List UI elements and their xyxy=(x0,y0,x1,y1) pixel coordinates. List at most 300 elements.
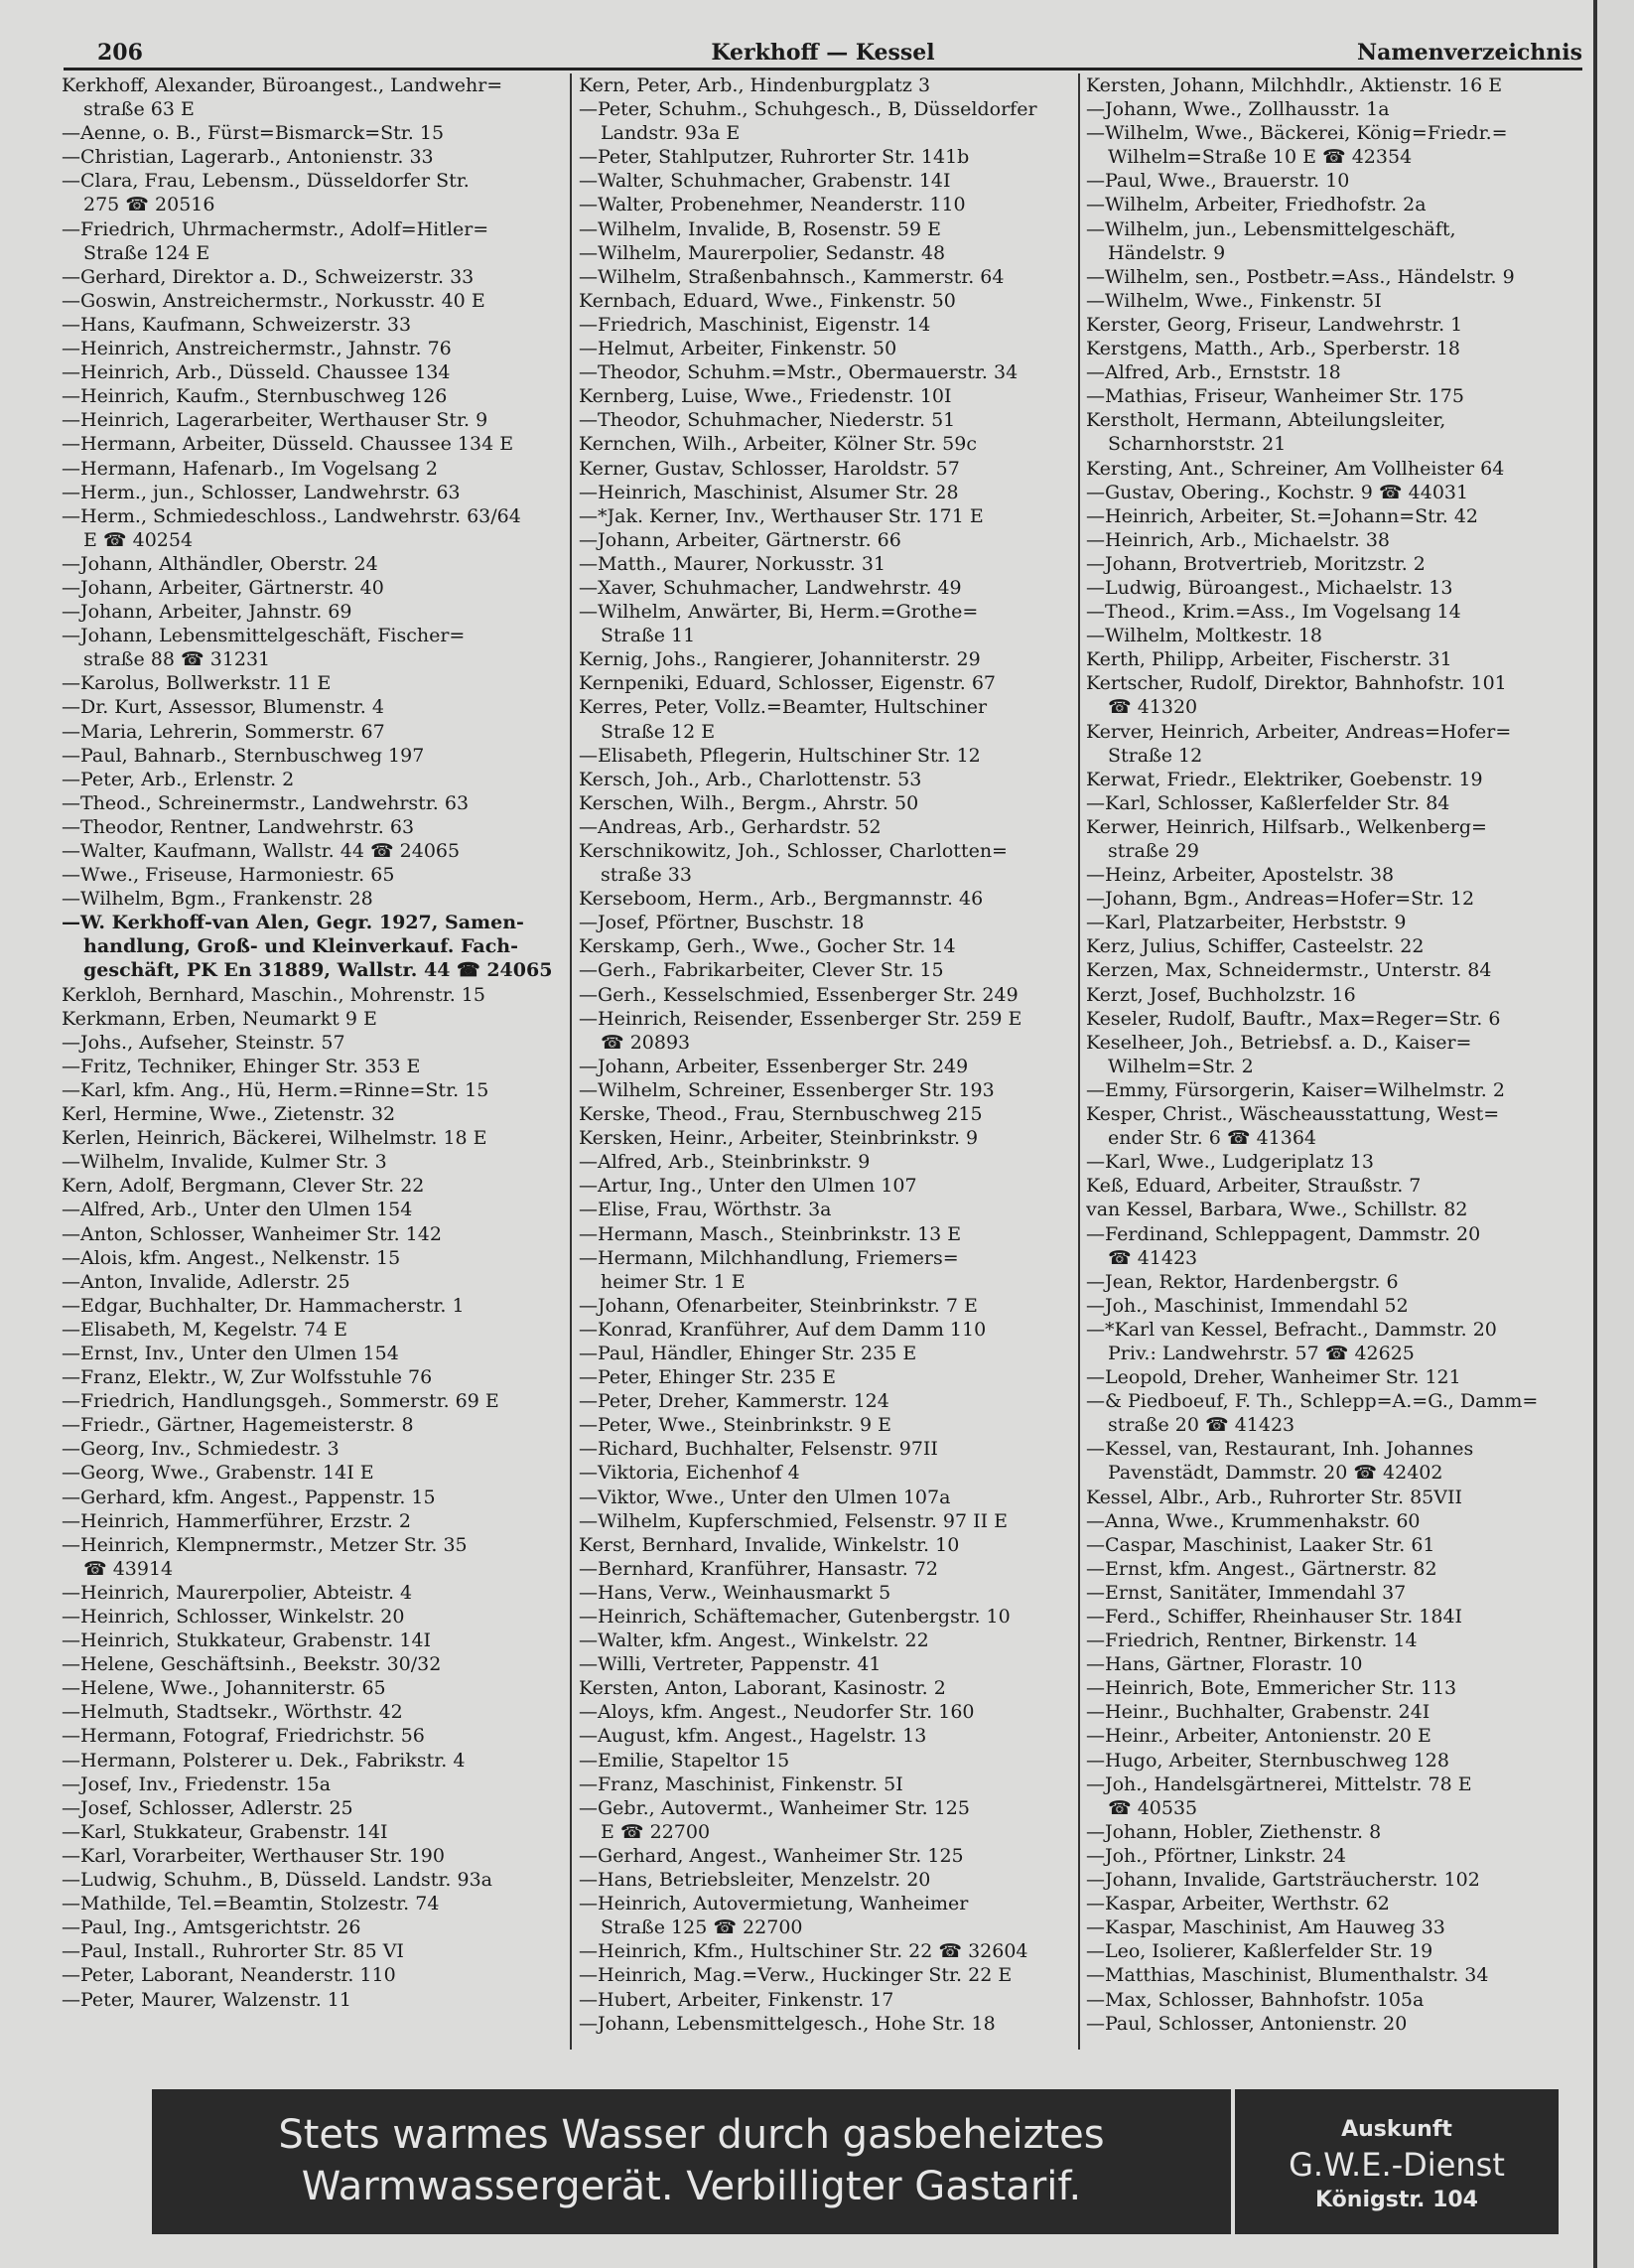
column-1 xyxy=(62,73,558,2012)
entry-line: Kernberg, Luise, Wwe., Friedenstr. 10I xyxy=(579,385,952,408)
entry-continuation-line: Straße 12 E xyxy=(601,720,716,743)
directory-entry xyxy=(579,1557,1075,1581)
directory-entry xyxy=(62,408,558,432)
entry-line: —Johann, Brotvertrieb, Moritzstr. 2 xyxy=(1086,552,1426,575)
directory-entry xyxy=(1086,934,1582,958)
directory-entry xyxy=(579,504,1075,528)
entry-line: —Heinr., Arbeiter, Antonienstr. 20 E xyxy=(1086,1725,1431,1748)
directory-entry xyxy=(579,695,1075,743)
entry-line: Kerl, Hermine, Wwe., Zietenstr. 32 xyxy=(62,1103,396,1126)
directory-entry xyxy=(62,1389,558,1413)
entry-line: —Gebr., Autovermt., Wanheimer Str. 125 xyxy=(579,1796,970,1819)
directory-entry xyxy=(62,1413,558,1437)
entry-line: —Johann, Hobler, Ziethenstr. 8 xyxy=(1086,1820,1382,1843)
entry-line: —Ludwig, Schuhm., B, Düsseld. Landstr. 93a xyxy=(62,1869,492,1892)
entry-line: —Paul, Ing., Amtsgerichtstr. 26 xyxy=(62,1916,361,1939)
directory-entry xyxy=(1086,1581,1582,1605)
entry-line: —Hermann, Masch., Steinbrinkstr. 13 E xyxy=(579,1222,962,1245)
directory-entry xyxy=(1086,1844,1582,1868)
entry-line: —Friedrich, Maschinist, Eigenstr. 14 xyxy=(579,313,931,336)
entry-line: —Karl, Wwe., Ludgeriplatz 13 xyxy=(1086,1151,1374,1174)
entry-line: —Johann, Arbeiter, Jahnstr. 69 xyxy=(62,601,352,624)
directory-entry xyxy=(1086,863,1582,887)
directory-entry xyxy=(579,1796,1075,1844)
directory-entry xyxy=(62,1486,558,1509)
entry-line: —Gerhard, Direktor a. D., Schweizerstr. 33 xyxy=(62,265,475,288)
entry-line: —Karl, Vorarbeiter, Werthauser Str. 190 xyxy=(62,1844,445,1867)
entry-line: —Heinrich, Reisender, Essenberger Str. 259 E xyxy=(579,1007,1022,1030)
directory-entry xyxy=(62,695,558,719)
directory-entry xyxy=(62,1294,558,1318)
entry-line: —Heinrich, Klempnermstr., Metzer Str. 35 xyxy=(62,1533,468,1556)
entry-line: —Gerh., Fabrikarbeiter, Clever Str. 15 xyxy=(579,959,944,982)
directory-entry xyxy=(62,1652,558,1676)
entry-line: Kerkmann, Erben, Neumarkt 9 E xyxy=(62,1007,377,1030)
directory-entry xyxy=(579,73,1075,97)
page-title: Kerkhoff — Kessel xyxy=(711,40,935,66)
entry-line: —Heinz, Arbeiter, Apostelstr. 38 xyxy=(1086,864,1395,887)
entry-line: —Kessel, van, Restaurant, Inh. Johannes xyxy=(1086,1438,1474,1461)
directory-entry xyxy=(579,600,1075,647)
directory-entry xyxy=(1086,791,1582,815)
directory-entry xyxy=(1086,1150,1582,1174)
directory-entry xyxy=(1086,1652,1582,1676)
directory-entry xyxy=(62,1055,558,1078)
entry-line: —Franz, Elektr., W, Zur Wolfsstuhle 76 xyxy=(62,1366,433,1389)
directory-entry xyxy=(62,289,558,313)
directory-entry xyxy=(1086,2012,1582,2036)
directory-entry xyxy=(1086,1700,1582,1724)
column-divider xyxy=(570,73,572,2050)
directory-entry xyxy=(579,1486,1075,1509)
entry-line: Kerschnikowitz, Joh., Schlosser, Charlotten= xyxy=(579,840,1008,862)
directory-entry xyxy=(1086,1389,1582,1437)
entry-continuation-line: straße 63 E xyxy=(83,98,195,121)
entry-line: —Hans, Gärtner, Florastr. 10 xyxy=(1086,1653,1363,1676)
directory-entry xyxy=(1086,1892,1582,1915)
entry-line: —Wilhelm, Maurerpolier, Sedanstr. 48 xyxy=(579,241,946,264)
directory-entry xyxy=(1086,1939,1582,1963)
entry-line: —Helene, Geschäftsinh., Beekstr. 30/32 xyxy=(62,1653,442,1676)
entry-line: —Wilhelm, Schreiner, Essenberger Str. 193 xyxy=(579,1078,995,1101)
entry-line: Kersch, Joh., Arb., Charlottenstr. 53 xyxy=(579,768,922,790)
entry-line: —Gustav, Obering., Kochstr. 9 ☎ 44031 xyxy=(1086,481,1469,503)
entry-line: —Friedrich, Rentner, Birkenstr. 14 xyxy=(1086,1630,1418,1652)
entry-line: —Alfred, Arb., Steinbrinkstr. 9 xyxy=(579,1151,871,1174)
entry-continuation-line: ☎ 20893 xyxy=(601,1031,691,1054)
entry-line: —*Jak. Kerner, Inv., Werthauser Str. 171 E xyxy=(579,504,984,527)
entry-line: —Christian, Lagerarb., Antonienstr. 33 xyxy=(62,146,434,169)
entry-line: —Karolus, Bollwerkstr. 11 E xyxy=(62,672,332,695)
entry-line: —Ferdinand, Schleppagent, Dammstr. 20 xyxy=(1086,1222,1481,1245)
directory-entry xyxy=(1086,73,1582,97)
entry-line: Kerst, Bernhard, Invalide, Winkelstr. 10 xyxy=(579,1533,960,1556)
page-header xyxy=(64,40,1582,71)
directory-entry xyxy=(579,647,1075,671)
directory-entry xyxy=(62,1988,558,2012)
directory-entry xyxy=(579,360,1075,384)
entry-line: —Johann, Arbeiter, Essenberger Str. 249 xyxy=(579,1055,969,1077)
directory-entry xyxy=(1086,1509,1582,1533)
directory-entry xyxy=(1086,1031,1582,1078)
entry-line: —Wilhelm, Wwe., Finkenstr. 5I xyxy=(1086,289,1382,312)
entry-continuation-line: 275 ☎ 20516 xyxy=(83,194,215,216)
entry-line: —Theodor, Schuhmacher, Niederstr. 51 xyxy=(579,409,956,432)
entry-line: —Gerhard, kfm. Angest., Pappenstr. 15 xyxy=(62,1486,436,1508)
entry-line: —Heinrich, Kfm., Hultschiner Str. 22 ☎ 32604 xyxy=(579,1940,1028,1963)
entry-line: Kerstholt, Hermann, Abteilungsleiter, xyxy=(1086,409,1446,432)
entry-line: —Bernhard, Kranführer, Hansastr. 72 xyxy=(579,1557,939,1580)
entry-line: Keseler, Rudolf, Bauftr., Max=Reger=Str. 6 xyxy=(1086,1007,1501,1030)
entry-continuation-line: heimer Str. 1 E xyxy=(601,1270,746,1293)
entry-line: —Wilhelm, Arbeiter, Friedhofstr. 2a xyxy=(1086,194,1427,216)
entry-line: —Hermann, Hafenarb., Im Vogelsang 2 xyxy=(62,457,438,480)
entry-line: —Max, Schlosser, Bahnhofstr. 105a xyxy=(1086,1988,1425,2011)
directory-entry xyxy=(62,504,558,552)
entry-line: —Xaver, Schuhmacher, Landwehrstr. 49 xyxy=(579,576,962,599)
column-3 xyxy=(1086,73,1582,2036)
entry-continuation-line: Straße 11 xyxy=(601,625,696,647)
directory-entry xyxy=(579,1055,1075,1078)
entry-line: —Alfred, Arb., Ernststr. 18 xyxy=(1086,361,1341,384)
directory-entry xyxy=(62,1031,558,1055)
directory-entry xyxy=(62,1700,558,1724)
directory-entry xyxy=(579,1318,1075,1342)
section-title: Namenverzeichnis xyxy=(1357,40,1582,66)
entry-continuation-line: Pavenstädt, Dammstr. 20 ☎ 42402 xyxy=(1108,1462,1443,1485)
directory-entry xyxy=(62,337,558,360)
directory-entry xyxy=(579,1413,1075,1437)
entry-line: —Herm., jun., Schlosser, Landwehrstr. 63 xyxy=(62,481,461,503)
entry-line: —Karl, Platzarbeiter, Herbststr. 9 xyxy=(1086,912,1407,934)
entry-line: —Alfred, Arb., Unter den Ulmen 154 xyxy=(62,1199,413,1221)
directory-entry xyxy=(62,1676,558,1700)
directory-entry xyxy=(579,457,1075,481)
entry-line: —*Karl van Kessel, Befracht., Dammstr. 20 xyxy=(1086,1318,1497,1341)
entry-line: —Wilhelm, Anwärter, Bi, Herm.=Grothe= xyxy=(579,601,979,624)
directory-entry xyxy=(579,1342,1075,1365)
entry-line: —Leopold, Dreher, Wanheimer Str. 121 xyxy=(1086,1366,1461,1389)
directory-entry xyxy=(62,1915,558,1939)
entry-line: —Wilhelm, Invalide, Kulmer Str. 3 xyxy=(62,1151,387,1174)
entry-line: —Walter, Kaufmann, Wallstr. 44 ☎ 24065 xyxy=(62,840,461,862)
entry-line: —Johann, Lebensmittelgesch., Hohe Str. 18 xyxy=(579,2012,996,2035)
directory-entry xyxy=(1086,1007,1582,1031)
entry-line: —Joh., Maschinist, Immendahl 52 xyxy=(1086,1294,1409,1317)
directory-entry xyxy=(62,815,558,839)
entry-line: —Emmy, Fürsorgerin, Kaiser=Wilhelmstr. 2 xyxy=(1086,1078,1505,1101)
directory-entry xyxy=(579,552,1075,576)
directory-entry xyxy=(1086,1772,1582,1820)
ad-info-address: Königstr. 104 xyxy=(1315,2188,1478,2212)
entry-continuation-line: geschäft, PK En 31889, Wallstr. 44 ☎ 24065 xyxy=(83,959,553,982)
directory-entry xyxy=(1086,504,1582,528)
directory-entry xyxy=(62,265,558,289)
directory-entry xyxy=(62,1581,558,1605)
directory-entry xyxy=(579,384,1075,408)
entry-line: —Viktor, Wwe., Unter den Ulmen 107a xyxy=(579,1486,951,1508)
entry-line: —Josef, Inv., Friedenstr. 15a xyxy=(62,1772,332,1795)
entry-line: —Theod., Schreinermstr., Landwehrstr. 63 xyxy=(62,791,470,814)
entry-continuation-line: Straße 12 xyxy=(1108,744,1203,767)
entry-line: —Wilhelm, Bgm., Frankenstr. 28 xyxy=(62,888,373,911)
directory-entry xyxy=(62,552,558,576)
entry-continuation-line: ☎ 43914 xyxy=(83,1557,174,1580)
directory-entry xyxy=(1086,1915,1582,1939)
entry-line: —Franz, Maschinist, Finkenstr. 5I xyxy=(579,1772,903,1795)
entry-line: —& Piedboeuf, F. Th., Schlepp=A.=G., Damm= xyxy=(1086,1390,1539,1413)
directory-entry xyxy=(579,1389,1075,1413)
directory-entry xyxy=(1086,1437,1582,1485)
directory-entry xyxy=(62,1150,558,1174)
entry-continuation-line: handlung, Groß- und Kleinverkauf. Fach- xyxy=(83,935,518,958)
entry-line: —Dr. Kurt, Assessor, Blumenstr. 4 xyxy=(62,696,384,719)
directory-entry xyxy=(579,265,1075,289)
directory-entry xyxy=(1086,1868,1582,1892)
entry-continuation-line: Wilhelm=Str. 2 xyxy=(1108,1055,1254,1077)
entry-line: —Paul, Bahnarb., Sternbuschweg 197 xyxy=(62,744,425,767)
entry-line: —Theod., Krim.=Ass., Im Vogelsang 14 xyxy=(1086,601,1461,624)
entry-line: —Kaspar, Arbeiter, Werthstr. 62 xyxy=(1086,1893,1390,1915)
entry-line: —Heinrich, Mag.=Verw., Huckinger Str. 22 E xyxy=(579,1964,1013,1987)
directory-entry xyxy=(579,1150,1075,1174)
entry-line: Kerkloh, Bernhard, Maschin., Mohrenstr. 15 xyxy=(62,983,485,1006)
entry-continuation-line: Straße 124 E xyxy=(83,241,210,264)
entry-continuation-line: straße 29 xyxy=(1108,840,1199,862)
entry-line: —Wilhelm, Moltkestr. 18 xyxy=(1086,625,1323,647)
entry-line: —Herm., Schmiedeschloss., Landwehrstr. 63/64 xyxy=(62,504,521,527)
entry-line: —Anna, Wwe., Krummenhakstr. 60 xyxy=(1086,1509,1421,1532)
entry-line: —Johann, Bgm., Andreas=Hofer=Str. 12 xyxy=(1086,888,1475,911)
directory-entry xyxy=(579,1629,1075,1652)
directory-entry xyxy=(1086,887,1582,911)
entry-line: —Johs., Aufseher, Steinstr. 57 xyxy=(62,1031,345,1054)
page-number: 206 xyxy=(97,40,143,66)
directory-entry xyxy=(62,1629,558,1652)
directory-entry xyxy=(1086,1174,1582,1198)
advertisement-info-box xyxy=(1235,2089,1559,2234)
directory-entry xyxy=(62,1246,558,1270)
entry-continuation-line: Wilhelm=Straße 10 E ☎ 42354 xyxy=(1108,146,1413,169)
entry-continuation-line: straße 20 ☎ 41423 xyxy=(1108,1414,1295,1437)
entry-line: —Heinrich, Maschinist, Alsumer Str. 28 xyxy=(579,481,959,503)
directory-entry xyxy=(62,1509,558,1533)
entry-continuation-line: straße 33 xyxy=(601,864,692,887)
directory-entry xyxy=(62,1342,558,1365)
entry-line: —Wilhelm, Kupferschmied, Felsenstr. 97 II E xyxy=(579,1509,1009,1532)
entry-line: —Jean, Rektor, Hardenbergstr. 6 xyxy=(1086,1270,1399,1293)
directory-entry xyxy=(1086,1605,1582,1629)
directory-entry xyxy=(579,1102,1075,1126)
entry-line: Kessel, Albr., Arb., Ruhrorter Str. 85VII xyxy=(1086,1486,1463,1508)
entry-line: —Ferd., Schiffer, Rheinhauser Str. 184I xyxy=(1086,1606,1463,1628)
directory-entry xyxy=(62,457,558,481)
directory-entry xyxy=(62,169,558,216)
entry-line: Keß, Eduard, Arbeiter, Straußstr. 7 xyxy=(1086,1175,1422,1198)
directory-entry xyxy=(62,1533,558,1581)
entry-line: —Heinrich, Arb., Michaelstr. 38 xyxy=(1086,528,1391,551)
directory-entry xyxy=(1086,1486,1582,1509)
ad-headline-1: Stets warmes Wasser durch gasbeheiztes xyxy=(278,2112,1105,2158)
directory-entry xyxy=(579,97,1075,145)
directory-entry xyxy=(1086,1533,1582,1557)
entry-line: Kern, Peter, Arb., Hindenburgplatz 3 xyxy=(579,74,931,96)
entry-continuation-line: Landstr. 93a E xyxy=(601,122,741,145)
directory-entry xyxy=(1086,481,1582,504)
directory-entry xyxy=(1086,671,1582,719)
entry-line: —Heinrich, Maurerpolier, Abteistr. 4 xyxy=(62,1581,413,1604)
directory-entry xyxy=(579,481,1075,504)
directory-entry xyxy=(579,1700,1075,1724)
directory-entry xyxy=(579,1365,1075,1389)
entry-line: —Caspar, Maschinist, Laaker Str. 61 xyxy=(1086,1533,1435,1556)
entry-line: Kernbach, Eduard, Wwe., Finkenstr. 50 xyxy=(579,289,956,312)
entry-line: —Leo, Isolierer, Kaßlerfelder Str. 19 xyxy=(1086,1940,1433,1963)
entry-line: —Johann, Wwe., Zollhausstr. 1a xyxy=(1086,98,1390,121)
entry-line: —Walter, kfm. Angest., Winkelstr. 22 xyxy=(579,1630,929,1652)
directory-entry xyxy=(579,815,1075,839)
directory-entry xyxy=(1086,1294,1582,1318)
directory-entry xyxy=(1086,1724,1582,1748)
entry-line: —Ernst, Sanitäter, Immendahl 37 xyxy=(1086,1581,1407,1604)
entry-line: —Heinrich, Stukkateur, Grabenstr. 14I xyxy=(62,1630,432,1652)
directory-entry xyxy=(579,1724,1075,1748)
entry-line: Kesper, Christ., Wäscheausstattung, West= xyxy=(1086,1103,1500,1126)
entry-line: Kerres, Peter, Vollz.=Beamter, Hultschiner xyxy=(579,696,988,719)
directory-entry xyxy=(579,744,1075,768)
entry-line: Kerkhoff, Alexander, Büroangest., Landwehr= xyxy=(62,74,503,96)
entry-line: —Andreas, Arb., Gerhardstr. 52 xyxy=(579,815,882,838)
entry-line: —Peter, Laborant, Neanderstr. 110 xyxy=(62,1964,396,1987)
directory-entry xyxy=(62,1820,558,1844)
entry-line: —Josef, Pförtner, Buschstr. 18 xyxy=(579,912,865,934)
directory-entry xyxy=(62,911,558,982)
directory-entry xyxy=(62,145,558,169)
entry-line: Kerwat, Friedr., Elektriker, Goebenstr. 19 xyxy=(1086,768,1483,790)
entry-line: Kernpeniki, Eduard, Schlosser, Eigenstr. 67 xyxy=(579,672,997,695)
directory-entry xyxy=(62,1724,558,1748)
entry-line: —Johann, Ofenarbeiter, Steinbrinkstr. 7 E xyxy=(579,1294,978,1317)
column-divider xyxy=(1078,73,1080,2050)
directory-entry xyxy=(1086,1676,1582,1700)
directory-entry xyxy=(62,1174,558,1198)
directory-entry xyxy=(1086,815,1582,863)
entry-line: van Kessel, Barbara, Wwe., Schillstr. 82 xyxy=(1086,1199,1468,1221)
directory-entry xyxy=(1086,720,1582,768)
directory-entry xyxy=(579,1676,1075,1700)
directory-entry xyxy=(1086,217,1582,265)
entry-line: Kersten, Johann, Milchhdlr., Aktienstr. 16 E xyxy=(1086,74,1503,96)
entry-line: Kersting, Ant., Schreiner, Am Vollheister 64 xyxy=(1086,457,1505,480)
directory-entry xyxy=(579,1652,1075,1676)
entry-line: —Paul, Schlosser, Antonienstr. 20 xyxy=(1086,2012,1408,2035)
entry-line: —Friedr., Gärtner, Hagemeisterstr. 8 xyxy=(62,1414,414,1437)
directory-entry xyxy=(1086,457,1582,481)
directory-entry xyxy=(1086,958,1582,982)
directory-entry xyxy=(62,217,558,265)
entry-line: Kerz, Julius, Schiffer, Casteelstr. 22 xyxy=(1086,935,1425,958)
directory-entry xyxy=(62,432,558,456)
entry-line: —Heinrich, Kaufm., Sternbuschweg 126 xyxy=(62,385,448,408)
directory-entry xyxy=(1086,1365,1582,1389)
directory-entry xyxy=(62,600,558,624)
directory-entry xyxy=(62,671,558,695)
entry-line: Kerschen, Wilh., Bergm., Ahrstr. 50 xyxy=(579,791,919,814)
entry-line: Kerzen, Max, Schneidermstr., Unterstr. 84 xyxy=(1086,959,1492,982)
directory-entry xyxy=(62,720,558,744)
directory-entry xyxy=(579,289,1075,313)
entry-line: Kersken, Heinr., Arbeiter, Steinbrinkstr. 9 xyxy=(579,1127,979,1150)
entry-continuation-line: straße 88 ☎ 31231 xyxy=(83,648,271,671)
directory-entry xyxy=(62,839,558,863)
entry-line: Kerver, Heinrich, Arbeiter, Andreas=Hofer= xyxy=(1086,720,1512,743)
directory-entry xyxy=(579,768,1075,791)
entry-line: —Hermann, Arbeiter, Düsseld. Chaussee 134 E xyxy=(62,433,514,456)
entry-line: Kerth, Philipp, Arbeiter, Fischerstr. 31 xyxy=(1086,648,1452,671)
entry-line: —Peter, Dreher, Kammerstr. 124 xyxy=(579,1390,889,1413)
entry-line: —Wilhelm, Straßenbahnsch., Kammerstr. 64 xyxy=(579,265,1005,288)
directory-entry xyxy=(1086,647,1582,671)
directory-entry xyxy=(579,1078,1075,1102)
directory-entry xyxy=(62,481,558,504)
directory-entry xyxy=(579,1749,1075,1772)
entry-line: Kernig, Johs., Rangierer, Johanniterstr. 29 xyxy=(579,648,981,671)
directory-entry xyxy=(1086,1270,1582,1294)
directory-entry xyxy=(579,1461,1075,1485)
ad-headline-2: Warmwassergerät. Verbilligter Gastarif. xyxy=(301,2164,1082,2209)
directory-entry xyxy=(1086,169,1582,193)
directory-entry xyxy=(579,1868,1075,1892)
advertisement-gas-heater xyxy=(152,2089,1231,2234)
entry-line: Kern, Adolf, Bergmann, Clever Str. 22 xyxy=(62,1175,425,1198)
entry-line: —Peter, Schuhm., Schuhgesch., B, Düsseldorfer xyxy=(579,98,1037,121)
entry-line: —Theodor, Schuhm.=Mstr., Obermauerstr. 34 xyxy=(579,361,1019,384)
directory-entry xyxy=(62,1461,558,1485)
entry-line: —Peter, Ehinger Str. 235 E xyxy=(579,1366,836,1389)
directory-entry xyxy=(1086,1629,1582,1652)
entry-line: —Paul, Install., Ruhrorter Str. 85 VI xyxy=(62,1940,404,1963)
directory-entry xyxy=(579,983,1075,1007)
directory-entry xyxy=(1086,911,1582,934)
entry-continuation-line: Priv.: Landwehrstr. 57 ☎ 42625 xyxy=(1108,1342,1415,1364)
entry-continuation-line: ☎ 40535 xyxy=(1108,1796,1198,1819)
entry-line: Kertscher, Rudolf, Direktor, Bahnhofstr. 101 xyxy=(1086,672,1507,695)
entry-line: Kerster, Georg, Friseur, Landwehrstr. 1 xyxy=(1086,313,1463,336)
directory-entry xyxy=(62,791,558,815)
entry-line: —Wilhelm, Wwe., Bäckerei, König=Friedr.= xyxy=(1086,122,1508,145)
directory-entry xyxy=(579,839,1075,887)
entry-line: —W. Kerkhoff-van Alen, Gegr. 1927, Samen- xyxy=(62,912,524,934)
entry-line: —Heinrich, Lagerarbeiter, Werthauser Str. 9 xyxy=(62,409,488,432)
entry-line: Kerstgens, Matth., Arb., Sperberstr. 18 xyxy=(1086,338,1460,360)
entry-line: —Anton, Invalide, Adlerstr. 25 xyxy=(62,1270,350,1293)
directory-entry xyxy=(1086,528,1582,552)
entry-line: —Josef, Schlosser, Adlerstr. 25 xyxy=(62,1796,353,1819)
directory-entry xyxy=(579,217,1075,241)
directory-entry xyxy=(579,1437,1075,1461)
directory-entry xyxy=(579,934,1075,958)
directory-entry xyxy=(1086,265,1582,289)
entry-line: —Anton, Schlosser, Wanheimer Str. 142 xyxy=(62,1222,442,1245)
directory-entry xyxy=(579,1772,1075,1796)
directory-entry xyxy=(579,432,1075,456)
directory-entry xyxy=(579,671,1075,695)
directory-entry xyxy=(62,121,558,145)
entry-line: —Helene, Wwe., Johanniterstr. 65 xyxy=(62,1677,386,1700)
entry-line: —Walter, Probenehmer, Neanderstr. 110 xyxy=(579,194,966,216)
directory-entry xyxy=(62,1772,558,1796)
entry-line: —Helmuth, Stadtsekr., Wörthstr. 42 xyxy=(62,1701,403,1724)
